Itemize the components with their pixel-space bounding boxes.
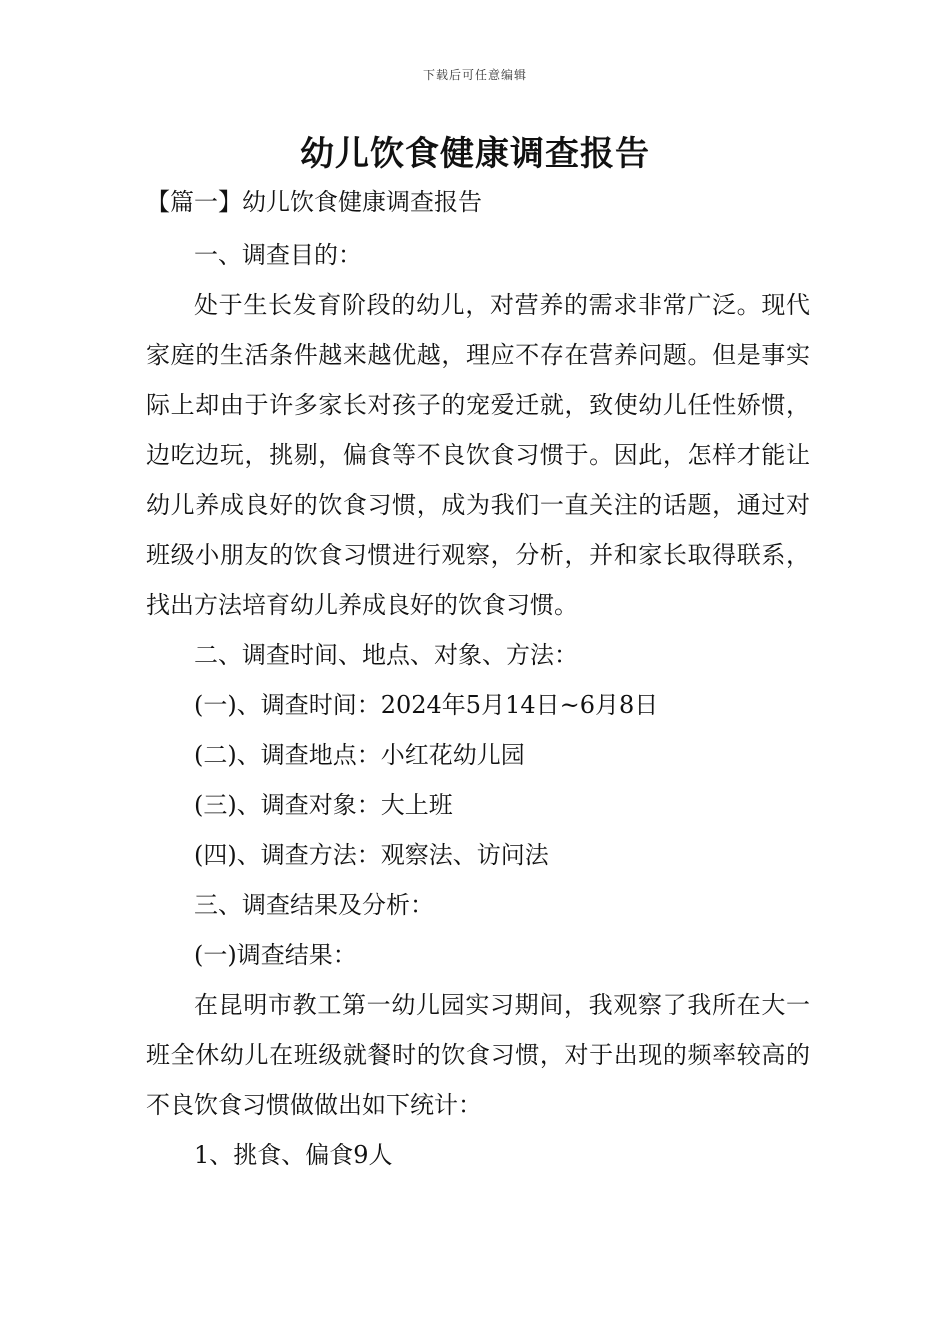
list-item-picky-eating: 1、挑食、偏食9人 bbox=[194, 1141, 393, 1169]
item-survey-method: (四)、调查方法：观察法、访问法 bbox=[194, 841, 549, 869]
paragraph-results: 在昆明市教工第一幼儿园实习期间，我观察了我所在大一班全休幼儿在班级就餐时的饮食习惯，对于出现的频率较高的不良饮食习惯做做出如下统计： bbox=[146, 991, 810, 1119]
item-survey-time: (一)、调查时间：2024年5月14日~6月8日 bbox=[194, 691, 659, 719]
item-survey-place: (二)、调查地点：小红花幼儿园 bbox=[194, 741, 525, 769]
heading-purpose: 一、调查目的： bbox=[194, 241, 362, 269]
heading-results: 三、调查结果及分析： bbox=[194, 891, 434, 919]
heading-time-place: 二、调查时间、地点、对象、方法： bbox=[194, 641, 578, 669]
subheading-results: (一)调查结果： bbox=[194, 941, 357, 969]
document-title: 幼儿饮食健康调查报告 bbox=[300, 134, 650, 174]
item-survey-subject: (三)、调查对象：大上班 bbox=[194, 791, 453, 819]
header-note: 下载后可任意编辑 bbox=[422, 68, 527, 82]
document-body bbox=[146, 230, 810, 1180]
section-heading: 【篇一】幼儿饮食健康调查报告 bbox=[146, 188, 482, 216]
paragraph-purpose: 处于生长发育阶段的幼儿，对营养的需求非常广泛。现代家庭的生活条件越来越优越，理应不存在营养问题。但是事实际上却由于许多家长对孩子的宠爱迁就，致使幼儿任性娇惯，边吃边玩，挑剔，偏食等不良饮食习惯于。因此，怎样才能让幼儿养成良好的饮食习惯，成为我们一直关注的话题，通过对班级小朋友的饮食习惯进行观察，分析，并和家长取得联系，找出方法培育幼儿养成良好的饮食习惯。 bbox=[146, 291, 810, 619]
